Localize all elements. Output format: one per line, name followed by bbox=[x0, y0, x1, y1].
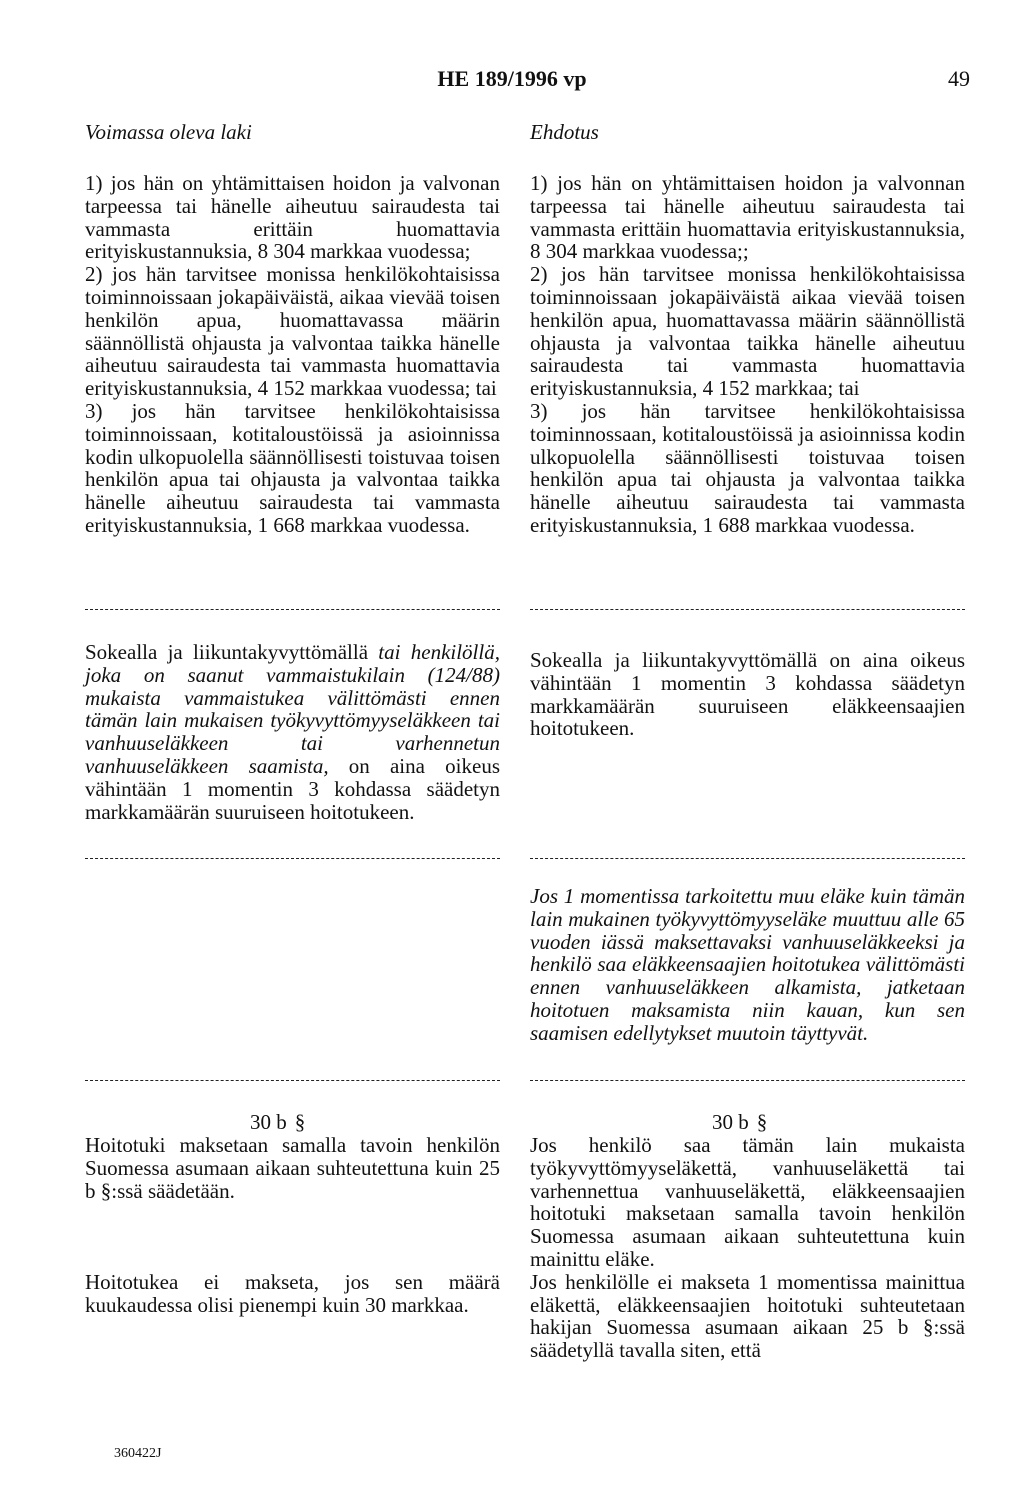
document-code: 360422J bbox=[114, 1446, 162, 1461]
right-column-heading: Ehdotus bbox=[530, 120, 599, 144]
page-number: 49 bbox=[948, 66, 970, 91]
right-section-label: 30 b bbox=[712, 1110, 749, 1134]
right-paragraph-4: Jos henkilö saa tämän lain mukaista työkyvyttömyyseläkettä, vanhuuseläkettä tai varhennettua vanhuuseläkettä, eläkkeensaajien hoitotuki maksetaan samalla tavoin henkilön Suomessa asumaan aikaan suhteutettuna kuin mainittu eläke. Jos henkilölle ei makseta 1 momentissa mainittua eläkettä, eläkkeensaajien hoitotuki suhteutetaan hakijan Suomessa asumaan aikaan 25 b §:ssä säädetyllä tavalla siten, että bbox=[530, 1133, 965, 1363]
left-paragraph-2 bbox=[85, 641, 500, 823]
left-paragraph-2-start: Sokealla ja liikuntakyvyttömällä bbox=[85, 640, 379, 664]
left-section-heading bbox=[250, 1111, 305, 1134]
left-separator-1 bbox=[85, 609, 500, 610]
right-paragraph-1: 1) jos hän on yhtämittaisen hoidon ja valvonnan tarpeessa tai hänelle aiheutuu sairaudesta tai vammasta erittäin huomattavia erityiskustannuksia, 8 304 markkaa vuodessa;; 2) jos hän tarvitsee monissa henkilökohtaisissa toiminnoissaan jokapäiväistä aikaa vievää toisen henkilön apua, huomattavassa määrin säännöllistä ohjausta ja valvontaa taikka hänelle aiheutuu sairaudesta tai vammasta huomattavia erityiskustannuksia, 4 152 markkaa; tai 3) jos hän tarvitsee henkilökohtaisissa toiminnossaan, kotitaloustöissä ja asioinnissa kodin ulkopuolella säännöllisesti toistuvaa toisen henkilön apua tai ohjausta ja valvontaa taikka hänelle aiheutuu sairaudesta tai vammasta erityiskustannuksia, 1 688 markkaa vuodessa. bbox=[530, 171, 965, 537]
left-separator-2 bbox=[85, 858, 500, 859]
left-separator-3 bbox=[85, 1080, 500, 1081]
left-paragraph-2-end: on aina oikeus vähintään 1 momentin 3 kohdassa säädetyn markkamäärän suuruiseen hoitotukeen. bbox=[85, 753, 500, 824]
document-header-title: HE 189/1996 vp bbox=[437, 66, 587, 91]
left-section-symbol: § bbox=[294, 1110, 306, 1134]
right-paragraph-2: Sokealla ja liikuntakyvyttömällä on aina oikeus vähintään 1 momentin 3 kohdassa säädetyn markkamäärän suuruiseen eläkkeensaajien hoitotukeen. bbox=[530, 648, 965, 741]
left-paragraph-3: Hoitotuki maksetaan samalla tavoin henkilön Suomessa asumaan aikaan suhteutettuna kuin 25 b §:ssä säädetään. bbox=[85, 1133, 500, 1203]
right-separator-3 bbox=[530, 1080, 965, 1081]
right-section-symbol: § bbox=[756, 1110, 768, 1134]
right-separator-1 bbox=[530, 609, 965, 610]
left-paragraph-4: Hoitotukea ei makseta, jos sen määrä kuukaudessa olisi pienempi kuin 30 markkaa. bbox=[85, 1270, 500, 1317]
left-paragraph-1: 1) jos hän on yhtämittaisen hoidon ja valvonan tarpeessa tai hänelle aiheutuu sairaudesta tai vammasta erittäin huomattavia erityiskustannuksia, 8 304 markkaa vuodessa; 2) jos hän tarvitsee monissa henkilökohtaisissa toiminnoissaan jokapäiväistä, aikaa vievää toisen henkilön apua, huomattavassa määrin säännöllistä ohjausta ja valvontaa taikka hänelle aiheutuu sairaudesta tai vammasta huomattavia erityiskustannuksia, 4 152 markkaa vuodessa; tai 3) jos hän tarvitsee henkilökohtaisissa toiminnoissaan, kotitaloustöissä ja asioinnissa kodin ulkopuolella säännöllisesti toistuvaa toisen henkilön apua tai ohjausta ja valvontaa taikka hänelle aiheutuu sairaudesta tai vammasta erityiskustannuksia, 1 668 markkaa vuodessa. bbox=[85, 171, 500, 537]
left-section-label: 30 b bbox=[250, 1110, 287, 1134]
right-section-heading bbox=[712, 1111, 767, 1134]
left-paragraph-2-italic: tai henkilöllä, joka on saanut vammaistukilain (124/88) mukaista vammaistukea välittömästi ennen tämän lain mukaisen työkyvyttömyyseläkkeen tai vanhuuseläkkeen tai varhennetun vanhuuseläkkeen saamista, bbox=[85, 640, 500, 778]
left-column-heading: Voimassa oleva laki bbox=[85, 120, 252, 144]
right-paragraph-3: Jos 1 momentissa tarkoitettu muu eläke kuin tämän lain mukainen työkyvyttömyyseläke muuttuu alle 65 vuoden iässä maksettavaksi vanhuuseläkkeeksi ja henkilö saa eläkkeensaajien hoitotukea välittömästi ennen vanhuuseläkkeen alkamista, jatketaan hoitotuen maksamista niin kauan, kun sen saamisen edellytykset muutoin täyttyvät. bbox=[530, 884, 965, 1045]
right-separator-2 bbox=[530, 858, 965, 859]
